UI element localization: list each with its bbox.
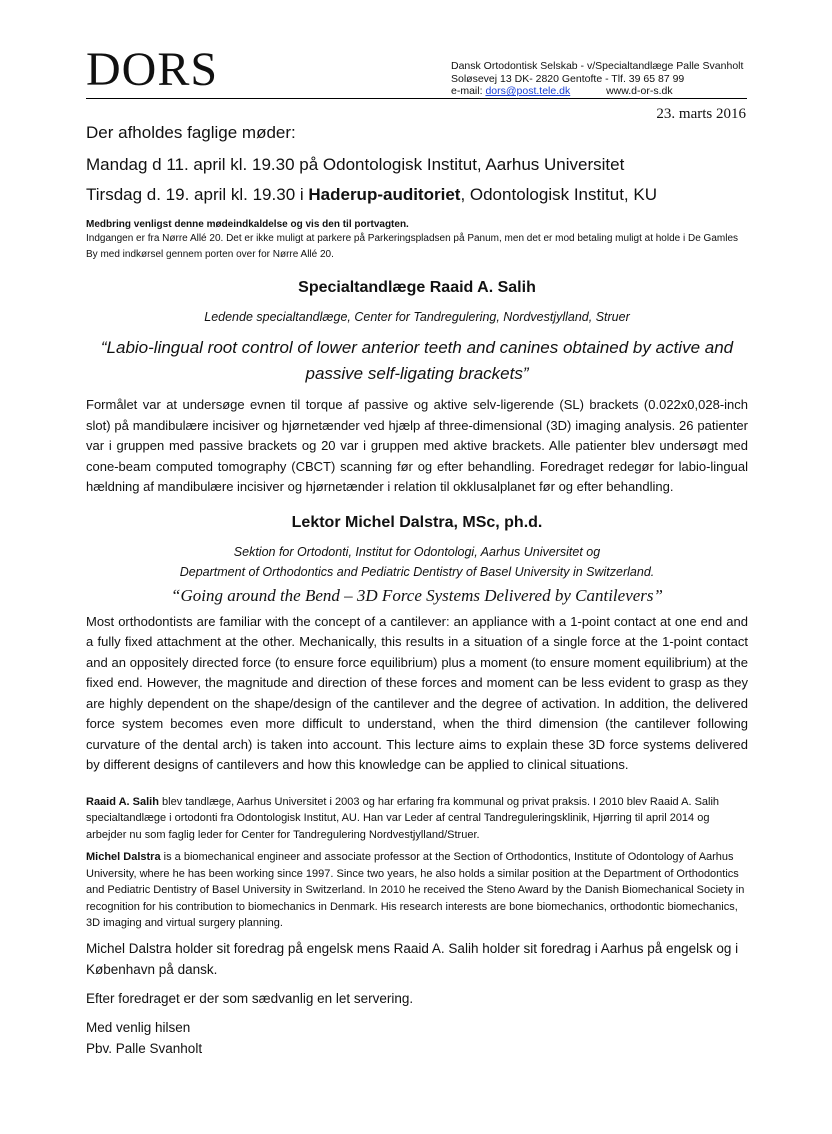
bio-salih-text: blev tandlæge, Aarhus Universitet i 2003 og har erfaring fra kommunal og privat praksis. I 2010 blev Raaid A. Salih specialtandlæge i ortodonti fra Odontologisk Institut, AU. Han var Leder af central Tandreguleringsklinik, Hjørring til april 2014 og arbejder nu som faglig leder for Center for Tandregulering Nordvestjylland/Struer.: [86, 795, 720, 841]
bio-salih-name: Raaid A. Salih: [86, 795, 159, 808]
speaker1-affiliation: Ledende specialtandlæge, Center for Tandregulering, Nordvestjylland, Struer: [204, 310, 630, 324]
meeting-aarhus: Mandag d 11. april kl. 19.30 på Odontologisk Institut, Aarhus Universitet: [86, 155, 625, 174]
dors-logo: DORS: [86, 43, 219, 96]
email-link[interactable]: dors@post.tele.dk: [485, 85, 571, 97]
meeting-cph-venue: Haderup-auditoriet: [308, 185, 461, 204]
org-name: Dansk Ortodontisk Selskab - v/Specialtandlæge Palle Svanholt: [451, 60, 744, 72]
speaker2-name: Lektor Michel Dalstra, MSc, ph.d.: [291, 513, 543, 531]
closing-signature: Pbv. Palle Svanholt: [86, 1040, 203, 1056]
org-address-block: [451, 60, 751, 98]
meeting-cph-prefix: Tirsdag d. 19. april kl. 19.30 i: [86, 185, 309, 204]
email-label: e-mail:: [451, 85, 483, 97]
website-text: www.d-or-s.dk: [606, 85, 673, 97]
speaker2-affiliation-2: Department of Orthodontics and Pediatric Dentistry of Basel University in Switzerland.: [179, 564, 655, 579]
bio-dalstra: [86, 849, 748, 932]
letter-body: [86, 122, 748, 1059]
speaker1-name: Specialtandlæge Raaid A. Salih: [298, 279, 536, 296]
bio-salih: [86, 794, 748, 844]
lecture2-title: “Going around the Bend – 3D Force Systems Delivered by Cantilevers”: [171, 585, 663, 605]
closing-greeting: Med venlig hilsen: [86, 1019, 191, 1035]
lecture2-abstract: Most orthodontists are familiar with the concept of a cantilever: an appliance with a 1-point contact at one end and a fully fixed attachment at the other. Mechanically, this results in a situation of a single force at the 1-point contact and an oppositely directed force (to ensure force equilibrium) plus a moment (to ensure moment equilibrium) at the fixed end. However, the magnitude and direction of these forces and moment can be less evident to grasp as they are highly dependent on the shape/design of the cantilever and the degree of activation. In addition, the delivered force system becomes even more difficult to understand, when the third dimension (the cantilever following curvature of the dental arch) is taken into account. This lecture aims to explain these 3D force systems delivered by different designs of cantilevers and how this knowledge can be applied to clinical situations.: [86, 613, 748, 772]
notice-text: Indgangen er fra Nørre Allé 20. Det er ikke muligt at parkere på Parkeringspladsen på Panum, men det er mod betaling muligt at holde i De Gamles By med indkørsel gennem porten over for Nørre Allé 20.: [86, 233, 739, 260]
lecture1-title: “Labio-lingual root control of lower anterior teeth and canines obtained by active and passive self-ligating brackets”: [100, 338, 734, 383]
header-divider: [86, 98, 747, 99]
serving-note: Efter foredraget er der som sædvanlig en let servering.: [86, 990, 414, 1006]
language-note: Michel Dalstra holder sit foredrag på engelsk mens Raaid A. Salih holder sit foredrag i Aarhus på engelsk og i København på dansk.: [86, 940, 739, 977]
bio-dalstra-name: Michel Dalstra: [86, 851, 161, 863]
meetings-intro: Der afholdes faglige møder:: [86, 123, 296, 142]
org-contact: [451, 85, 751, 98]
meeting-cph-suffix: , Odontologisk Institut, KU: [460, 185, 657, 204]
letter-date: 23. marts 2016: [656, 106, 746, 122]
meeting-copenhagen: [86, 184, 748, 206]
speaker2-affiliation-1: Sektion for Ortodonti, Institut for Odontologi, Aarhus Universitet og: [233, 544, 601, 559]
org-address: Soløsevej 13 DK- 2820 Gentofte - Tlf. 39 65 87 99: [451, 72, 685, 85]
bio-dalstra-text: is a biomechanical engineer and associate professor at the Section of Orthodontics, Institute of Odontology of Aarhus University, where he has been working since 1997. Since two years, he also holds a similar position at the Department of Orthodontics and Pediatric Dentistry of Basel University in Switzerland. In 2010 he received the Steno Award by the Danish Biomechanical Society in recognition for his contribution to biomechanics in Denmark. His research interests are bone biomechanics, orthodontic biomechanics, 3D imaging and virtual surgery planning.: [86, 851, 745, 929]
lecture1-abstract: Formålet var at undersøge evnen til torque af passive og aktive selv-ligerende (SL) brackets (0.022x0,028-inch slot) på mandibulære incisiver og hjørnetænder ved hjælp af three-dimensional (3D) imaging analysis. 26 patienter var i gruppen med passive brackets og 20 var i gruppen med aktive brackets. Alle patienter blev undersøgt med cone-beam computed tomography (CBCT) scanning før og efter behandling. Foredraget redegør for labio-lingual hældning af mandibulære incisiver og hjørnetænder i relation til okklusalplanet før og efter behandling.: [86, 397, 748, 494]
notice-heading: Medbring venligst denne mødeindkaldelse og vis den til portvagten.: [86, 219, 409, 230]
